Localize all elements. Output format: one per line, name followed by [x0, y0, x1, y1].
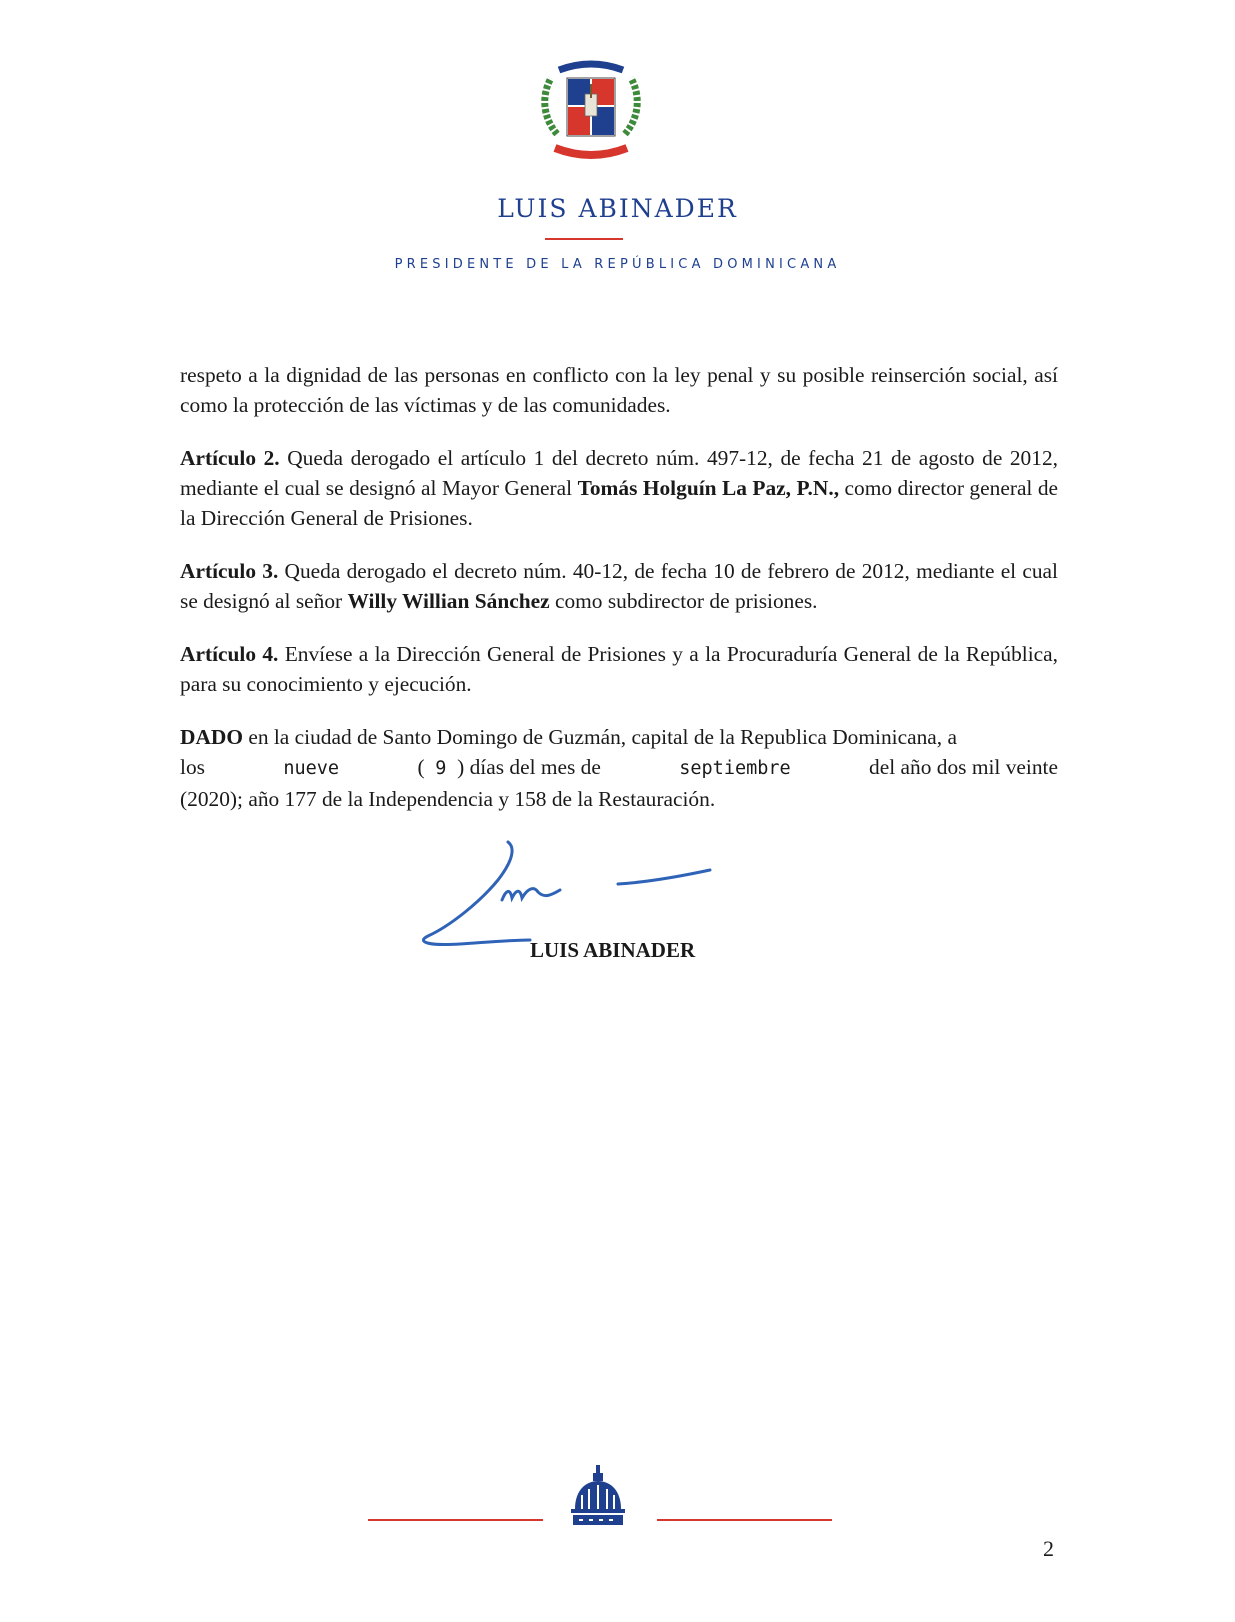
coat-of-arms-emblem — [537, 56, 645, 168]
article-3-label: Artículo 3. — [180, 559, 279, 583]
article-2-text-start: Queda derogado el artículo 1 del decreto núm. 497-12, de fecha 21 de agosto de 2012, mediante el cual se designó al Mayor General — [180, 446, 1058, 500]
los-word: los — [180, 755, 205, 779]
day-word: nueve — [283, 758, 340, 779]
dado-date-line — [180, 752, 1058, 784]
article-2-text-end: como director general de la Dirección General de Prisiones. — [180, 476, 1059, 530]
footer-rule-left — [368, 1519, 543, 1521]
dado-line-1 — [180, 722, 1058, 752]
document-body — [180, 360, 1058, 814]
article-3 — [180, 556, 1058, 616]
month-name: septiembre — [679, 758, 791, 779]
header-title: PRESIDENTE DE LA REPÚBLICA DOMINICANA — [394, 257, 841, 272]
page-number: 2 — [1043, 1536, 1054, 1561]
header-name: LUIS ABINADER — [497, 194, 738, 223]
dado-line-3: (2020); año 177 de la Independencia y 158 de la Restauración. — [180, 787, 716, 811]
article-2-label: Artículo 2. — [180, 446, 280, 470]
article-3-text-start: Queda derogado el decreto núm. 40-12, de fecha 10 de febrero de 2012, mediante el cual se designó al señor — [180, 559, 1058, 613]
dado-text: en la ciudad de Santo Domingo de Guzmán, capital de la Republica Dominicana, a — [242, 725, 957, 749]
article-4 — [180, 639, 1058, 699]
signature-name: LUIS ABINADER — [530, 938, 696, 962]
national-palace-dome-icon — [567, 1465, 629, 1529]
paragraph-continuation: respeto a la dignidad de las personas en conflicto con la ley penal y su posible reinserción social, así como la protección de las víctimas y de las comunidades. — [180, 363, 1058, 417]
article-4-text: Envíese a la Dirección General de Prisiones y a la Procuraduría General de la República, para su conocimiento y ejecución. — [180, 642, 1058, 696]
dado-paragraph — [180, 722, 1058, 814]
day-number: 9 — [435, 758, 447, 779]
article-2-bold-name: Tomás Holguín La Paz, P.N., — [577, 476, 840, 500]
article-2 — [180, 443, 1058, 533]
day-number-group — [417, 752, 600, 784]
header-divider — [545, 238, 623, 240]
paren-open: ( — [417, 755, 425, 779]
dado-label: DADO — [180, 725, 243, 749]
article-3-bold-name: Willy Willian Sánchez — [347, 589, 550, 613]
days-of-month-text: ) días del mes de — [457, 755, 601, 779]
footer-rule-right — [657, 1519, 832, 1521]
article-3-text-end: como subdirector de prisiones. — [549, 589, 818, 613]
year-words: del año dos mil veinte — [869, 755, 1058, 779]
article-4-label: Artículo 4. — [180, 642, 279, 666]
